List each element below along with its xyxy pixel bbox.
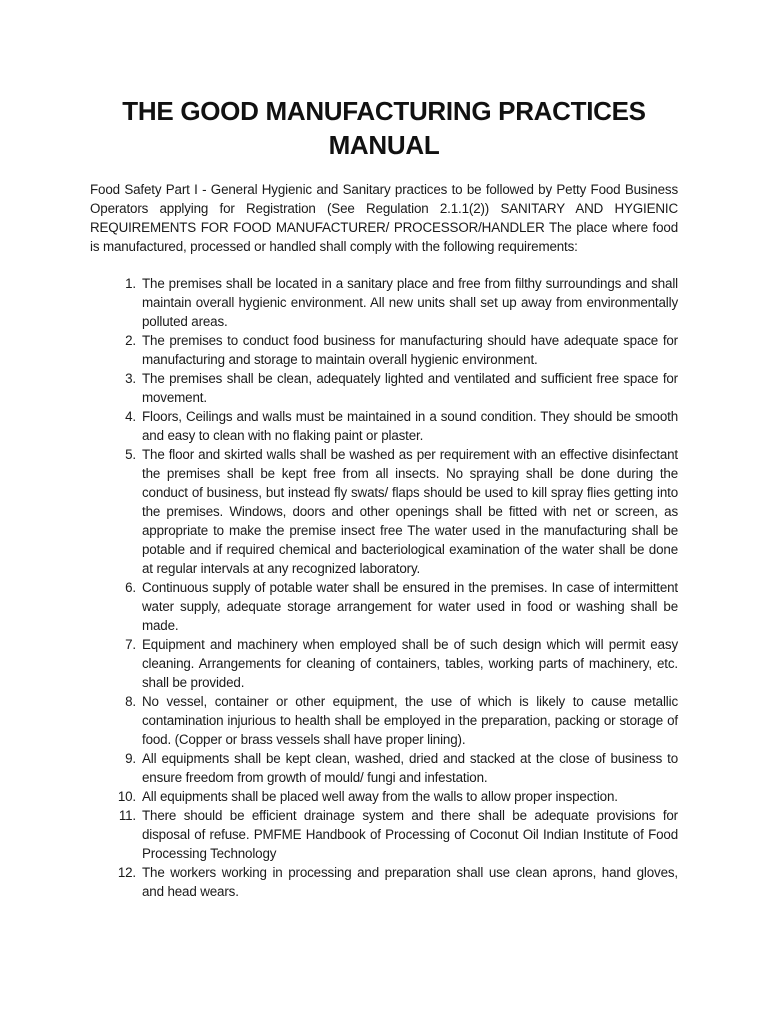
list-item [90, 806, 678, 863]
requirements-list [90, 274, 678, 901]
list-item [90, 445, 678, 578]
list-item-number: 12. [117, 865, 136, 880]
list-item [90, 692, 678, 749]
list-item-text: The premises shall be clean, adequately lighted and ventilated and sufficient free space for movement. [142, 371, 678, 405]
list-item-text: The workers working in processing and preparation shall use clean aprons, hand gloves, and head wears. [142, 865, 678, 899]
list-item-number: 9. [125, 751, 136, 766]
list-item-text: No vessel, container or other equipment, the use of which is likely to cause metallic contamination injurious to health shall be employed in the preparation, packing or storage of food. (Copper or brass vessels shall have proper lining). [142, 694, 678, 747]
list-item-number: 2. [125, 333, 136, 348]
list-item-number: 1. [125, 276, 136, 291]
list-item [90, 578, 678, 635]
list-item [90, 863, 678, 901]
list-item-text: All equipments shall be placed well away from the walls to allow proper inspection. [142, 789, 618, 804]
list-item-number: 7. [125, 637, 136, 652]
list-item-text: All equipments shall be kept clean, washed, dried and stacked at the close of business to ensure freedom from growth of mould/ fungi and infestation. [142, 751, 678, 785]
list-item-number: 8. [125, 694, 136, 709]
list-item-text: The premises to conduct food business for manufacturing should have adequate space for manufacturing and storage to maintain overall hygienic environment. [142, 333, 678, 367]
list-item [90, 274, 678, 331]
intro-paragraph: Food Safety Part I - General Hygienic and Sanitary practices to be followed by Petty Food Business Operators applying for Registration (See Regulation 2.1.1(2)) SANITARY AND HYGIENIC REQUIREMENTS FOR FOOD MANUFACTURER/ PROCESSOR/HANDLER The place where food is manufactured, processed or handled shall comply with the following requirements: [90, 182, 678, 254]
list-item-text: There should be efficient drainage system and there shall be adequate provisions for disposal of refuse. PMFME Handbook of Processing of Coconut Oil Indian Institute of Food Processing Technology [142, 808, 678, 861]
list-item [90, 369, 678, 407]
list-item-number: 10. [117, 789, 136, 804]
list-item-text: Continuous supply of potable water shall be ensured in the premises. In case of intermittent water supply, adequate storage arrangement for water used in food or washing shall be made. [142, 580, 678, 633]
list-item-text: The floor and skirted walls shall be washed as per requirement with an effective disinfectant the premises shall be kept free from all insects. No spraying shall be done during the conduct of business, but instead fly swats/ flaps should be used to kill spray flies getting into the premises. Windows, doors and other openings shall be fitted with net or screen, as appropriate to make the premise insect free The water used in the manufacturing shall be potable and if required chemical and bacteriological examination of the water shall be done at regular intervals at any recognized laboratory. [142, 447, 678, 576]
list-item-number: 4. [125, 409, 136, 424]
list-item [90, 407, 678, 445]
list-item-text: Floors, Ceilings and walls must be maintained in a sound condition. They should be smooth and easy to clean with no flaking paint or plaster. [142, 409, 678, 443]
list-item-text: Equipment and machinery when employed shall be of such design which will permit easy cleaning. Arrangements for cleaning of containers, tables, working parts of machinery, etc. shall be provided. [142, 637, 678, 690]
list-item [90, 635, 678, 692]
list-item-number: 11. [118, 808, 136, 823]
list-item [90, 331, 678, 369]
list-item [90, 749, 678, 787]
list-item-number: 3. [125, 371, 136, 386]
document-title: THE GOOD MANUFACTURING PRACTICES MANUAL [122, 96, 646, 160]
list-item [90, 787, 678, 806]
list-item-number: 5. [125, 447, 136, 462]
list-item-text: The premises shall be located in a sanitary place and free from filthy surroundings and shall maintain overall hygienic environment. All new units shall set up away from environmentally polluted areas. [142, 276, 678, 329]
list-item-number: 6. [125, 580, 136, 595]
